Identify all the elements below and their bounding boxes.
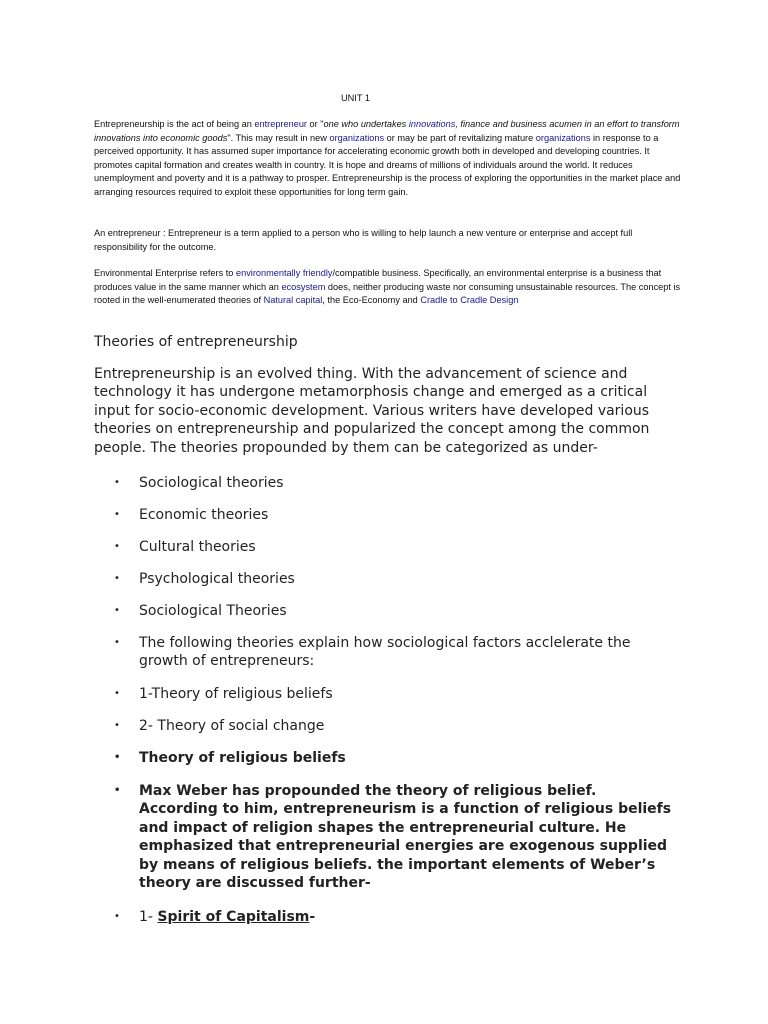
paragraph-entrepreneurship: Entrepreneurship is the act of being an entrepreneur or "one who undertakes innovations, finance and business acumen in an effort to transform innovations into economic goods". This may result in new organizations or may be part of revitalizing mature organizations in response to a perceived opportunity. It has assumed super importance for accelerating economic growth both in developed and developing countries. It promotes capital formation and creates wealth in country. It is hope and dreams of millions of individuals around the world. It reduces unemployment and poverty and it is a pathway to prosper. Entrepreneurship is the process of exploring the opportunities in the market place and arranging resources required to exploit these opportunities for long term gain. xyxy=(94,119,681,197)
link-environmentally-friendly[interactable]: environmentally friendly xyxy=(235,268,333,278)
list-item: • 2- Theory of social change xyxy=(114,718,325,734)
list-item: • Cultural theories xyxy=(114,539,256,555)
bullet-dot: • xyxy=(114,752,121,763)
bullet-dot: • xyxy=(114,720,120,731)
bullet-dot: • xyxy=(114,637,120,648)
bullet-dot: • xyxy=(114,605,120,616)
bullet-dot: • xyxy=(114,541,120,552)
list-item: • Max Weber has propounded the theory of religious belief. According to him, entrepreneurism is a function of religious beliefs and impact of religion shapes the entrepreneurial culture. He emphasized that entrepreneurial energies are exogenous supplied by means of religious beliefs. the important elements of Weber’s theory are discussed further- xyxy=(114,783,672,892)
link-innovations[interactable]: innovations xyxy=(408,119,456,129)
intro-paragraph: Entrepreneurship is an evolved thing. With the advancement of science and technology it has undergone metamorphosis change and emerged as a critical input for socio-economic development. Various writers have developed various theories on entrepreneurship and popularized the concept among the common people. The theories propounded by them can be categorized as under- xyxy=(94,366,650,456)
bullet-dot: • xyxy=(114,785,121,796)
unit-title: UNIT 1 xyxy=(341,93,370,103)
link-organizations-2[interactable]: organizations xyxy=(535,132,591,143)
link-ecosystem[interactable]: ecosystem xyxy=(281,281,326,292)
list-item: • 1- Spirit of Capitalism- xyxy=(114,909,316,925)
bullet-dot: • xyxy=(114,509,120,520)
link-natural-capital[interactable]: Natural capital xyxy=(263,295,323,306)
link-entrepreneur[interactable]: entrepreneur xyxy=(254,119,307,129)
link-cradle-to-cradle[interactable]: Cradle to Cradle Design xyxy=(420,295,519,306)
list-item: • Sociological theories xyxy=(114,475,284,491)
paragraph-environmental-enterprise: Environmental Enterprise refers to environmentally friendly/compatible business. Specifically, an environmental enterprise is a business that produces value in the same manner which an ecosystem does, neither producing waste nor consuming unsustainable resources. The concept is rooted in the well-enumerated theories of Natural capital, the Eco-Economy and Cradle to Cradle Design xyxy=(94,268,681,306)
section-heading: Theories of entrepreneurship xyxy=(94,334,298,350)
link-organizations[interactable]: organizations xyxy=(329,132,385,143)
list-item: • The following theories explain how sociological factors acclelerate the growth of entrepreneurs: xyxy=(114,635,631,670)
list-item: • Psychological theories xyxy=(114,571,295,587)
spirit-of-capitalism-heading: Spirit of Capitalism xyxy=(157,909,310,925)
bullet-dot: • xyxy=(114,477,120,488)
bullet-dot: • xyxy=(114,688,120,699)
bullet-dot: • xyxy=(114,911,120,922)
paragraph-entrepreneur-definition: An entrepreneur : Entrepreneur is a term applied to a person who is willing to help launch a new venture or enterprise and accept full responsibility for the outcome. xyxy=(94,228,633,252)
list-item: • Theory of religious beliefs xyxy=(114,750,346,766)
list-item: • Sociological Theories xyxy=(114,603,287,619)
list-item: • 1-Theory of religious beliefs xyxy=(114,686,333,702)
bullet-dot: • xyxy=(114,573,120,584)
list-item: • Economic theories xyxy=(114,507,269,523)
